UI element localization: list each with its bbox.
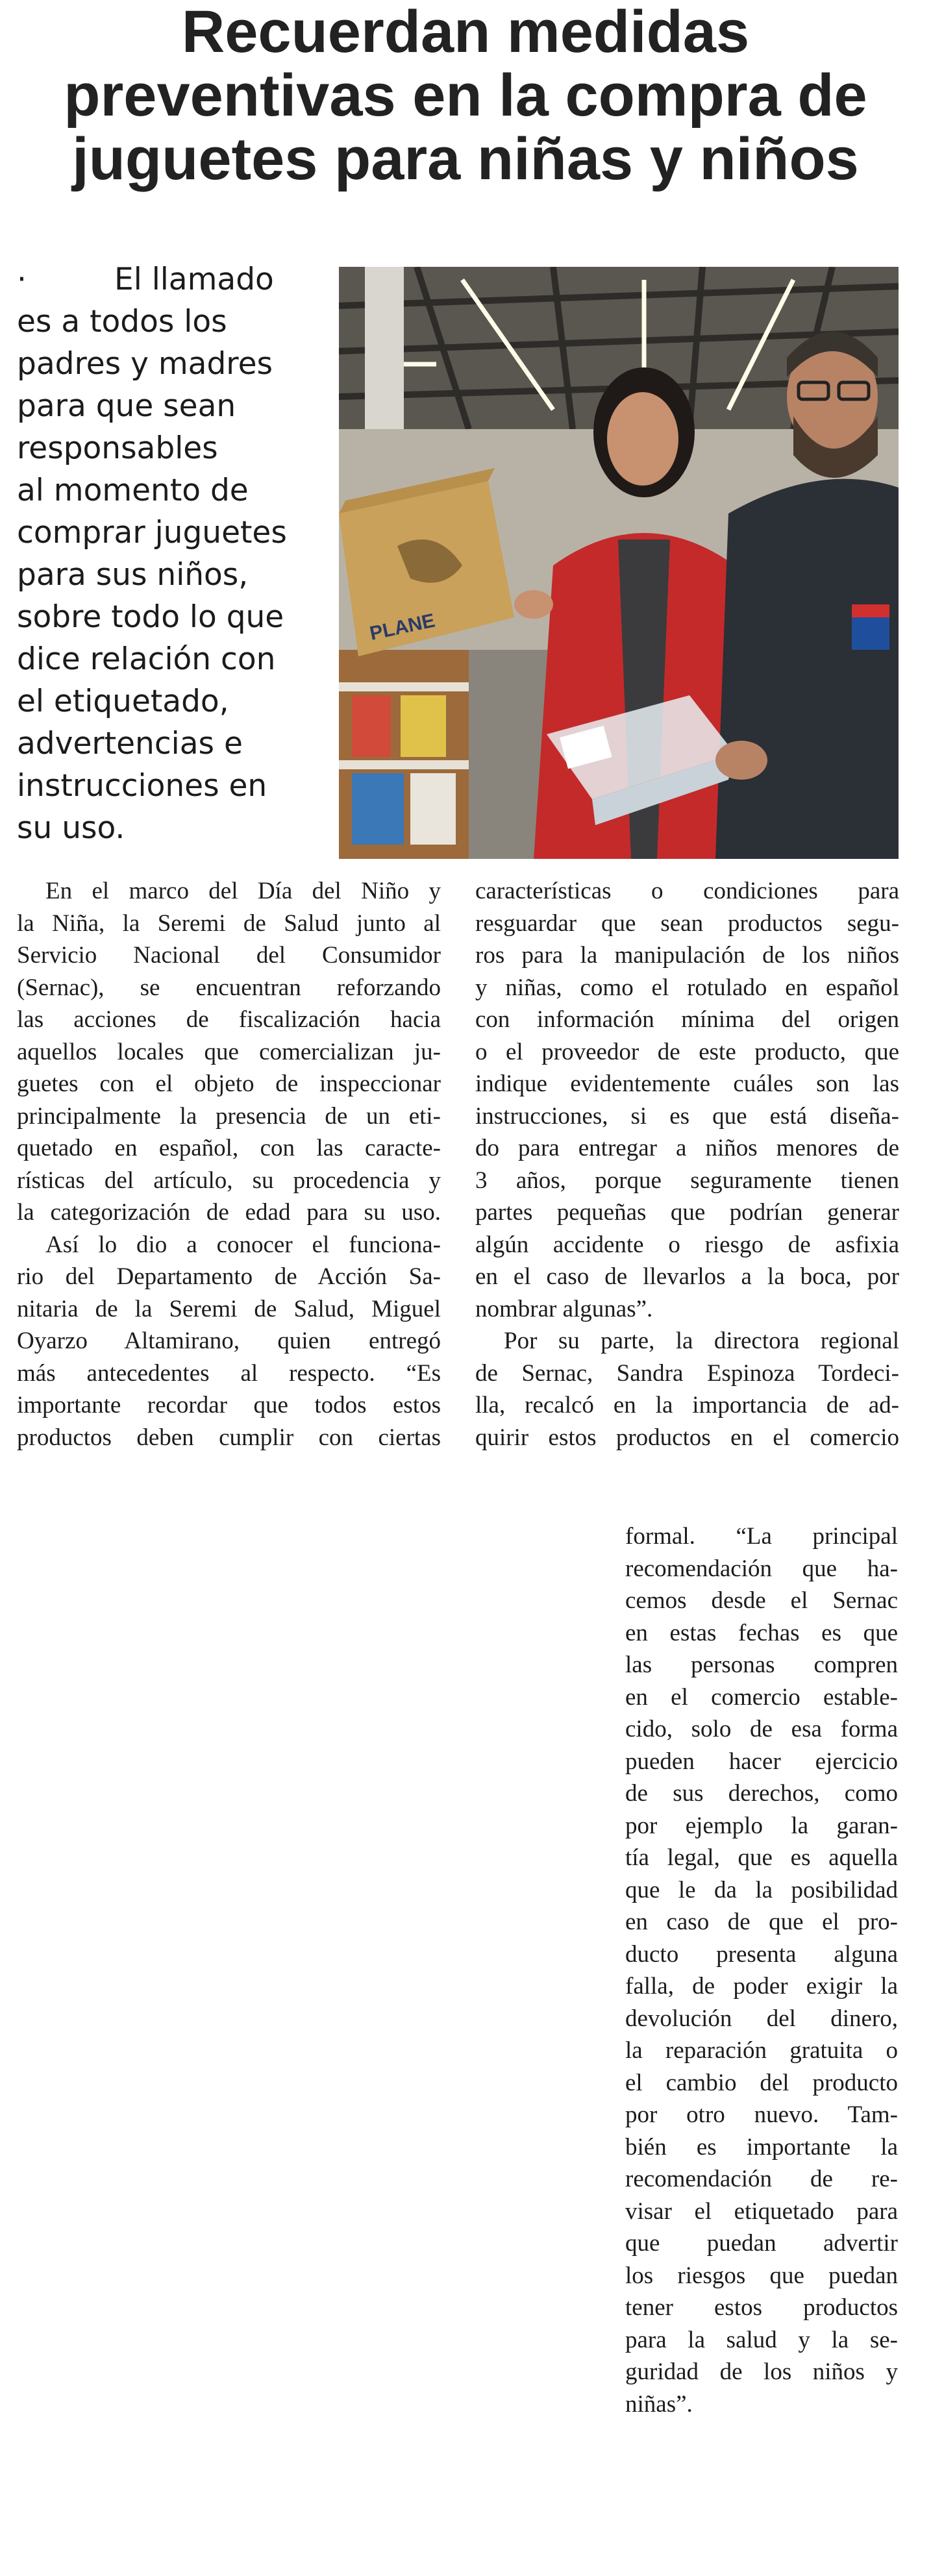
body-line: nombrar algunas”. <box>475 1295 653 1322</box>
body-line: tía legal, que es aquella <box>625 1844 898 1871</box>
body-line: tener estos productos <box>625 2294 898 2321</box>
body-line: 3 años, porque seguramente tienen <box>475 1167 899 1194</box>
body-line: de sus derechos, como <box>625 1780 898 1807</box>
body-line: el cambio del producto <box>625 2069 898 2096</box>
body-line: do para entregar a niños menores de <box>475 1135 899 1161</box>
lead-line: advertencias e <box>17 726 243 762</box>
lead-line: instrucciones en <box>17 768 267 804</box>
lead-line: para sus niños, <box>17 557 249 593</box>
body-line: niñas”. <box>625 2390 693 2418</box>
body-line: cido, solo de esa forma <box>625 1716 898 1742</box>
body-line: en el comercio estable- <box>625 1683 898 1711</box>
body-line: recomendación que ha- <box>625 1555 898 1582</box>
body-line: Así lo dio a conocer el funciona- <box>45 1231 441 1258</box>
shelf-board <box>339 760 469 769</box>
body-line: en estas fechas es que <box>625 1619 898 1646</box>
body-line: formal. “La principal <box>625 1523 898 1550</box>
body-line: las acciones de fiscalización hacia <box>17 1006 441 1033</box>
body-line: devolución del dinero, <box>625 2005 898 2032</box>
lead-line: dice relación con <box>17 641 276 677</box>
headline <box>13 0 918 191</box>
body-line: visar el etiquetado para <box>625 2198 898 2225</box>
body-line: Oyarzo Altamirano, quien entregó <box>17 1328 441 1354</box>
toy-package <box>352 695 391 757</box>
body-line: partes pequeñas que podrían generar <box>475 1199 899 1226</box>
body-line: en el caso de llevarlos a la boca, por <box>475 1263 899 1290</box>
dark-jacket <box>715 479 899 859</box>
lead-line: padres y madres <box>17 346 273 382</box>
shelf-board <box>339 682 469 691</box>
body-line: principalmente la presencia de un eti- <box>17 1102 441 1130</box>
body-line: más antecedentes al respecto. “Es <box>17 1359 441 1387</box>
body-line: de Sernac, Sandra Espinoza Tordeci- <box>475 1359 899 1387</box>
man-hand <box>715 741 767 780</box>
body-line: lla, recalcó en la importancia de ad- <box>475 1392 899 1418</box>
lead-line: su uso. <box>17 810 125 846</box>
body-line: guridad de los niños y <box>625 2359 898 2385</box>
body-line: los riesgos que puedan <box>625 2262 898 2289</box>
body-line: falla, de poder exigir la <box>625 1973 898 2000</box>
body-line: aquellos locales que comercializan ju- <box>17 1038 441 1065</box>
body-line: guetes con el objeto de inspeccionar <box>17 1071 441 1097</box>
body-line: recomendación de re- <box>625 2166 898 2192</box>
body-line: en caso de que el pro- <box>625 1909 898 1935</box>
lead-line: el etiquetado, <box>17 684 229 719</box>
body-line: resguardar que sean productos segu- <box>475 910 899 937</box>
article-photo <box>339 267 899 859</box>
store-inspection-illustration <box>339 267 899 859</box>
lead-line: responsables <box>17 430 218 466</box>
lead-summary <box>17 258 322 849</box>
lead-line: para que sean <box>17 388 236 424</box>
box-label: PLANE <box>367 610 437 645</box>
body-line: la categorización de edad para su uso. <box>17 1199 441 1226</box>
body-line: y niñas, como el rotulado en español <box>475 974 899 1001</box>
body-line: Servicio Nacional del Consumidor <box>17 942 441 969</box>
body-column-right <box>475 875 899 1454</box>
headline-line: preventivas en la compra de <box>64 62 867 129</box>
body-line: las personas compren <box>625 1652 898 1678</box>
body-line: bién es importante la <box>625 2133 898 2161</box>
headline-line: juguetes para niñas y niños <box>72 126 859 192</box>
headline-line: Recuerdan medidas <box>181 0 750 65</box>
body-line: importante recordar que todos estos <box>17 1392 441 1418</box>
hand <box>514 590 553 619</box>
toy-package <box>410 773 456 845</box>
body-line: (Sernac), se encuentran reforzando <box>17 974 441 1001</box>
body-line: características o condiciones para <box>475 878 899 904</box>
body-line: que puedan advertir <box>625 2230 898 2257</box>
lead-line: El llamado <box>114 262 274 297</box>
body-line: con información mínima del origen <box>475 1006 899 1033</box>
body-line: En el marco del Día del Niño y <box>45 878 441 904</box>
body-line: instrucciones, si es que está diseña- <box>475 1102 899 1130</box>
lead-line: es a todos los <box>17 304 227 340</box>
body-line: que le da la posibilidad <box>625 1876 898 1903</box>
body-line: ducto presenta alguna <box>625 1940 898 1968</box>
body-line: por ejemplo la garan- <box>625 1812 898 1839</box>
body-column-narrow <box>625 1520 898 2420</box>
body-line: Por su parte, la directora regional <box>504 1328 899 1354</box>
body-line: nitaria de la Seremi de Salud, Miguel <box>17 1295 441 1322</box>
body-line: rísticas del artículo, su procedencia y <box>17 1167 441 1194</box>
body-line: la Niña, la Seremi de Salud junto al <box>17 910 441 937</box>
lead-line: al momento de <box>17 473 249 508</box>
body-line: rio del Departamento de Acción Sa- <box>17 1263 441 1290</box>
toy-package <box>352 773 404 845</box>
body-line: ros para la manipulación de los niños <box>475 942 899 969</box>
lead-line: comprar juguetes <box>17 515 287 551</box>
body-column-left <box>17 875 441 1454</box>
badge-stripe <box>852 604 889 617</box>
lead-line: sobre todo lo que <box>17 599 284 635</box>
body-line: para la salud y la se- <box>625 2326 898 2353</box>
body-line: o el proveedor de este producto, que <box>475 1038 899 1065</box>
body-line: algún accidente o riesgo de asfixia <box>475 1231 899 1258</box>
toy-package <box>401 695 446 757</box>
body-line: quirir estos productos en el comercio <box>475 1424 899 1451</box>
body-line: por otro nuevo. Tam- <box>625 2101 898 2128</box>
body-line: pueden hacer ejercicio <box>625 1748 898 1775</box>
lead-bullet: · <box>17 262 27 297</box>
body-line: productos deben cumplir con ciertas <box>17 1424 441 1451</box>
face <box>607 392 678 486</box>
body-line: quetado en español, con las caracte- <box>17 1135 441 1161</box>
body-line: cemos desde el Sernac <box>625 1587 898 1614</box>
body-line: la reparación gratuita o <box>625 2037 898 2064</box>
body-line: indique evidentemente cuáles son las <box>475 1071 899 1097</box>
